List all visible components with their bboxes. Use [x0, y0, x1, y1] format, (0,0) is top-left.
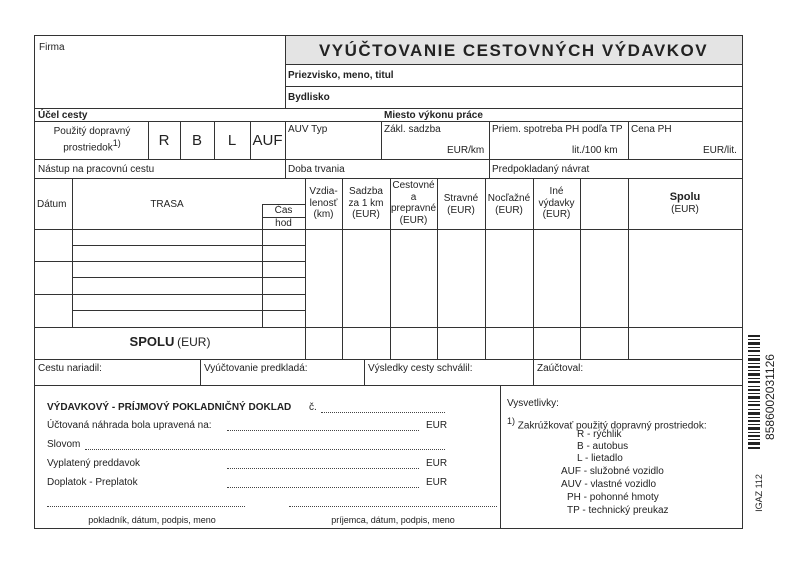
expected-return-label: Predpokladaný návrat: [492, 164, 590, 175]
col-other: Iné výdavky (EUR): [538, 186, 575, 220]
recipient-label: príjemca, dátum, podpis, meno: [331, 515, 455, 525]
col-rate: Sadzba za 1 km (EUR): [348, 186, 384, 220]
col-travel: Cestovné a prepravné (EUR): [390, 180, 437, 226]
approved-label: Výsledky cesty schválil:: [368, 363, 473, 374]
duration-label: Doba trvania: [288, 164, 345, 175]
ordered-label: Cestu nariadil:: [38, 363, 102, 374]
barcode: [748, 335, 760, 450]
legend-item-b: B - autobus: [577, 441, 629, 452]
transport-label: Použitý dopravný prostriedok$^{1)}$: [53, 126, 131, 153]
cashier-label: pokladník, dátum, podpis, meno: [88, 515, 216, 525]
submitted-label: Vyúčtovanie predkladá:: [204, 363, 308, 374]
legend-intro: $^{1)}$ Zakrúžkovať použitý dopravný prostriedok:: [507, 416, 707, 432]
firma-label: Firma: [39, 42, 65, 53]
transport-option-b[interactable]: B: [191, 132, 202, 149]
place-label: Miesto výkonu práce: [384, 110, 483, 121]
col-time: Čas: [274, 205, 293, 216]
advance-eur: EUR: [426, 458, 448, 469]
auv-type-label: AUV Typ: [288, 124, 328, 135]
legend-item-auf: AUF - služobné vozidlo: [561, 466, 664, 477]
consumption-unit: lit./100 km: [572, 145, 618, 156]
comp-eur: EUR: [426, 420, 448, 431]
consumption-label: Priem. spotreba PH podľa TP: [492, 124, 623, 135]
legend-item-auv: AUV - vlastné vozidlo: [561, 479, 657, 490]
col-meals: Stravné (EUR): [443, 193, 479, 216]
legend-item-ph: PH - pohonné hmoty: [567, 492, 659, 503]
barcode-graphic: [748, 335, 760, 450]
sum-row-label: SPOLU (EUR): [129, 334, 211, 349]
barcode-digits: 8586002031126: [763, 354, 778, 440]
col-date: Dátum: [37, 199, 67, 210]
legend-title: Vysvetlivky:: [507, 398, 559, 409]
advance-label: Vyplatený preddavok: [47, 458, 141, 469]
fuel-price-unit: EUR/lit.: [703, 145, 737, 156]
accounted-label: Zaúčtoval:: [537, 363, 584, 374]
col-time-unit: hod: [275, 218, 292, 229]
words-label: Slovom: [47, 439, 81, 450]
legend-item-tp: TP - technický preukaz: [567, 505, 669, 516]
transport-option-r[interactable]: R: [158, 132, 170, 149]
fuel-price-label: Cena PH: [631, 124, 672, 135]
form-code: IGAZ 112: [753, 474, 764, 512]
base-rate-unit: EUR/km: [447, 145, 485, 156]
transport-option-l[interactable]: L: [227, 132, 237, 149]
col-total: Spolu: [669, 191, 701, 203]
base-rate-label: Zákl. sadzba: [384, 124, 441, 135]
doc-number-label: č.: [309, 402, 317, 413]
comp-label: Účtovaná náhrada bola upravená na:: [47, 420, 212, 431]
legend-item-r: R - rýchlik: [577, 429, 622, 440]
purpose-label: Účel cesty: [38, 110, 88, 121]
address-label: Bydlisko: [288, 92, 330, 103]
extra-label: Doplatok - Preplatok: [47, 477, 138, 488]
form-title: VYÚČTOVANIE CESTOVNÝCH VÝDAVKOV: [318, 41, 709, 60]
col-total-unit: (EUR): [671, 204, 699, 215]
col-route: TRASA: [150, 199, 184, 210]
col-distance: Vzdia- lenosť (km): [309, 186, 338, 220]
doc-title: VÝDAVKOVÝ - PRÍJMOVÝ POKLADNIČNÝ DOKLAD: [47, 402, 292, 413]
transport-option-auf[interactable]: AUF: [252, 132, 283, 149]
form: [34, 35, 743, 529]
extra-eur: EUR: [426, 477, 448, 488]
legend-item-l: L - lietadlo: [577, 453, 623, 464]
name-label: Priezvisko, meno, titul: [288, 70, 394, 81]
start-label: Nástup na pracovnú cestu: [38, 164, 155, 175]
col-lodging: Nocľažné (EUR): [487, 193, 531, 216]
